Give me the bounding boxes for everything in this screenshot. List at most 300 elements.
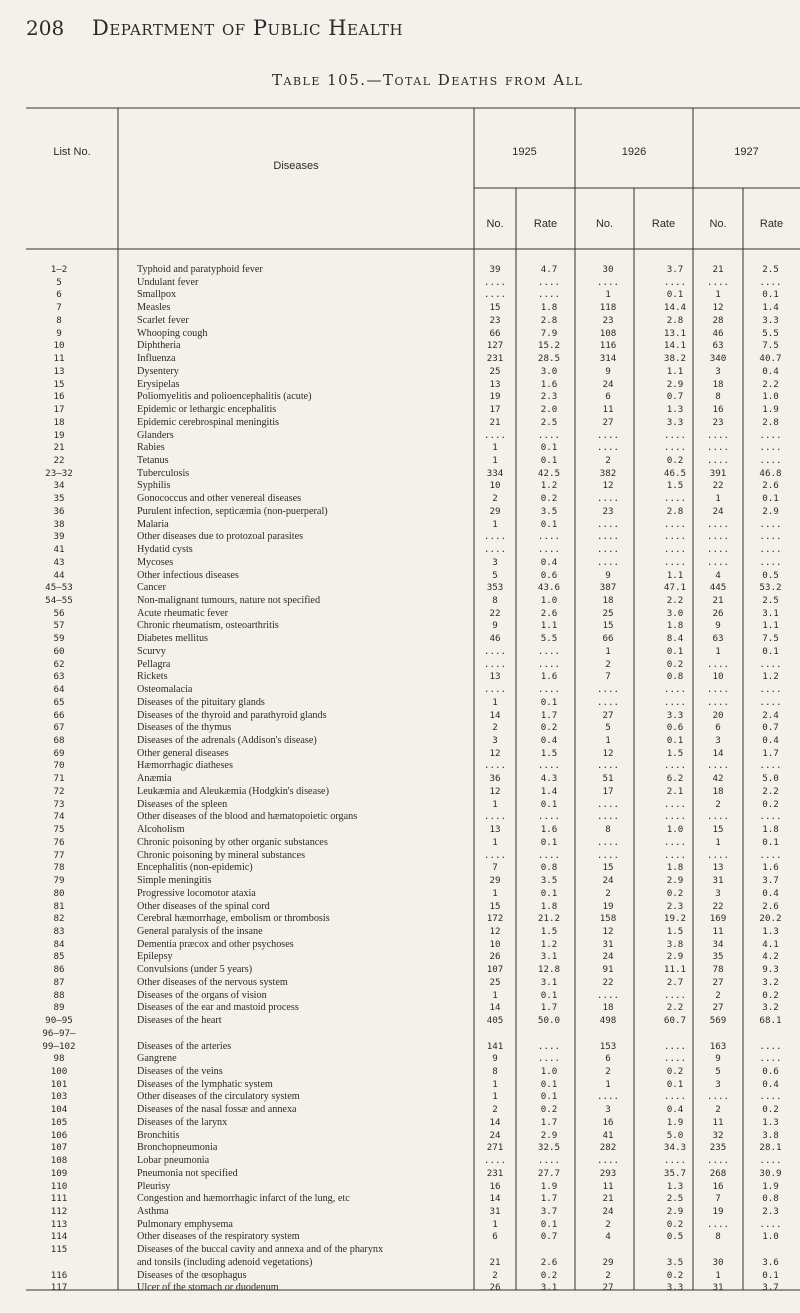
- list-number: 99–102: [42, 1040, 76, 1052]
- rate-1925: 1.7: [540, 1116, 558, 1128]
- rate-1926: ....: [663, 684, 687, 696]
- rate-1927: 1.0: [762, 391, 779, 403]
- header-no-1926: No.: [595, 218, 614, 230]
- rate-1927: 3.7: [762, 1282, 779, 1294]
- deaths-1925: 5: [492, 569, 498, 581]
- header-list-no: List No.: [53, 146, 91, 158]
- list-number: 83: [53, 925, 65, 937]
- list-number: 112: [50, 1206, 68, 1218]
- deaths-1925: ....: [483, 1155, 507, 1167]
- disease-name: Hæmorrhagic diatheses: [137, 760, 233, 772]
- deaths-1927: 34: [712, 938, 724, 950]
- deaths-1925: 1: [492, 887, 498, 899]
- rate-1925: ....: [537, 849, 561, 861]
- deaths-1926: 6: [605, 1053, 611, 1065]
- deaths-1926: ....: [596, 989, 620, 1001]
- list-number: 85: [53, 951, 65, 963]
- deaths-1925: 1: [492, 518, 498, 530]
- rate-1926: 2.8: [666, 314, 684, 326]
- rate-1925: 0.1: [540, 454, 558, 466]
- rate-1925: 3.1: [540, 1282, 558, 1294]
- list-number: 18: [53, 416, 65, 428]
- deaths-1927: 163: [709, 1040, 727, 1052]
- list-number: 117: [50, 1282, 68, 1294]
- rate-1927: 7.5: [762, 633, 779, 645]
- disease-name: Hydatid cysts: [137, 544, 193, 556]
- rate-1926: ....: [663, 493, 687, 505]
- deaths-1926: ....: [596, 1091, 620, 1103]
- list-number: 22: [53, 454, 65, 466]
- deaths-1925: 2: [492, 493, 498, 505]
- deaths-1926: ....: [596, 544, 620, 556]
- deaths-1926: 21: [602, 1193, 614, 1205]
- rate-1925: ....: [537, 429, 561, 441]
- rate-1927: 46.8: [759, 467, 782, 479]
- deaths-1925: 271: [486, 1142, 504, 1154]
- deaths-1926: 8: [605, 824, 611, 836]
- list-number: 98: [53, 1053, 65, 1065]
- deaths-1926: 2: [605, 1269, 611, 1281]
- list-number: 84: [53, 938, 65, 950]
- deaths-1927: ....: [706, 658, 730, 670]
- list-number: 11: [53, 353, 65, 365]
- rate-1927: 1.9: [762, 1180, 779, 1192]
- deaths-1925: 1: [492, 836, 498, 848]
- rate-1925: 50.0: [537, 1015, 561, 1027]
- deaths-1926: 23: [602, 314, 614, 326]
- rate-1925: 2.9: [540, 1129, 558, 1141]
- list-number: 116: [50, 1269, 68, 1281]
- rate-1926: 0.1: [666, 289, 684, 301]
- rate-1926: 2.1: [666, 785, 684, 797]
- rate-1926: 0.7: [666, 391, 684, 403]
- rate-1925: 0.6: [540, 569, 558, 581]
- rate-1925: 7.9: [540, 327, 558, 339]
- disease-name: Typhoid and paratyphoid fever: [137, 264, 263, 275]
- header-year-1925: 1925: [512, 146, 537, 158]
- deaths-1925: 14: [489, 1116, 501, 1128]
- list-number: 88: [53, 989, 65, 1001]
- rate-1926: 0.2: [666, 1065, 684, 1077]
- rate-1926: 1.3: [666, 1180, 684, 1192]
- rate-1926: 6.2: [666, 773, 684, 785]
- rate-1925: ....: [537, 1053, 561, 1065]
- disease-name: Mycoses: [137, 556, 174, 568]
- rate-1925: 21.2: [537, 913, 561, 925]
- list-number: 15: [53, 378, 65, 390]
- deaths-1925: 13: [489, 671, 501, 683]
- list-number: 79: [53, 875, 65, 887]
- disease-name: Syphilis: [137, 480, 171, 492]
- disease-name: Other diseases of the respiratory system: [137, 1231, 300, 1243]
- deaths-1927: 8: [715, 1231, 721, 1243]
- rate-1925: 2.6: [540, 1256, 558, 1268]
- rate-1926: 2.9: [666, 1206, 684, 1218]
- list-number: 57: [53, 620, 65, 632]
- deaths-1925: 9: [492, 1053, 498, 1065]
- deaths-1926: 2: [605, 658, 611, 670]
- disease-name: Poliomyelitis and polioencephalitis (acute): [137, 391, 312, 403]
- rate-1927: 5.5: [762, 327, 779, 339]
- rate-1926: 35.7: [663, 1167, 687, 1179]
- rate-1925: 3.5: [540, 505, 558, 517]
- rate-1927: 0.1: [762, 1269, 779, 1281]
- list-number: 108: [50, 1155, 68, 1167]
- rate-1925: 15.2: [537, 340, 561, 352]
- rate-1927: 0.4: [762, 1078, 779, 1090]
- list-number: 44: [53, 569, 65, 581]
- list-number: 19: [53, 429, 65, 441]
- deaths-1926: 2: [605, 1065, 611, 1077]
- rate-1926: ....: [663, 429, 687, 441]
- rate-1926: 19.2: [663, 913, 687, 925]
- header-rate-1926: Rate: [651, 218, 676, 230]
- disease-name: Cerebral hæmorrhage, embolism or thrombosis: [137, 913, 330, 925]
- rate-1926: ....: [663, 1091, 687, 1103]
- deaths-1927: 235: [709, 1142, 727, 1154]
- disease-name: Epidemic or lethargic encephalitis: [137, 404, 277, 416]
- disease-name: Diphtheria: [137, 340, 181, 352]
- rate-1925: 1.5: [540, 747, 558, 759]
- disease-name: Convulsions (under 5 years): [137, 964, 253, 976]
- rate-1926: 0.8: [666, 671, 684, 683]
- deaths-1926: 314: [599, 353, 617, 365]
- deaths-1927: ....: [706, 696, 730, 708]
- disease-name: Encephalitis (non-epidemic): [137, 862, 253, 874]
- rate-1925: 0.1: [540, 887, 558, 899]
- deaths-1927: 8: [715, 391, 721, 403]
- deaths-1926: 27: [602, 709, 614, 721]
- deaths-1926: 41: [602, 1129, 614, 1141]
- rate-1925: 1.4: [540, 785, 558, 797]
- rate-1925: 1.9: [540, 1180, 558, 1192]
- rate-1927: 28.1: [759, 1142, 782, 1154]
- list-number: 111: [50, 1193, 68, 1205]
- deaths-1925: 31: [489, 1206, 501, 1218]
- disease-name: Diseases of the adrenals (Addison's disease): [137, 735, 317, 746]
- rate-1925: 1.8: [540, 900, 558, 912]
- header-year-1927: 1927: [734, 146, 759, 158]
- disease-name: Chronic rheumatism, osteoarthritis: [137, 620, 279, 632]
- deaths-1926: ....: [596, 696, 620, 708]
- disease-name: Tuberculosis: [137, 467, 190, 479]
- deaths-1927: 27: [712, 976, 724, 988]
- deaths-1926: 4: [605, 1231, 611, 1243]
- rate-1925: 5.5: [540, 633, 558, 645]
- rate-1926: 1.5: [666, 925, 684, 937]
- deaths-1927: 11: [712, 1116, 724, 1128]
- disease-name: Diseases of the ear and mastoid process: [137, 1002, 299, 1014]
- disease-name: Cancer: [137, 582, 166, 594]
- rate-1926: 0.4: [666, 1104, 684, 1116]
- deaths-1925: 13: [489, 824, 501, 836]
- rate-1926: 1.1: [666, 365, 684, 377]
- rate-1926: 1.3: [666, 404, 684, 416]
- deaths-1925: 2: [492, 722, 498, 734]
- deaths-1926: 116: [599, 340, 617, 352]
- deaths-1926: 16: [602, 1116, 614, 1128]
- rate-1926: 0.2: [666, 887, 684, 899]
- deaths-1927: 19: [712, 1206, 724, 1218]
- rate-1925: ....: [537, 276, 561, 288]
- disease-name: Pellagra: [137, 658, 171, 670]
- deaths-1927: 28: [712, 314, 724, 326]
- rate-1926: 1.8: [666, 620, 684, 632]
- rate-1927: 7.5: [762, 340, 779, 352]
- rate-1926: ....: [663, 531, 687, 543]
- disease-name: Gangrene: [137, 1053, 177, 1065]
- rate-1925: 0.4: [540, 556, 558, 568]
- list-number: 54–55: [45, 594, 73, 606]
- deaths-1926: 24: [602, 378, 614, 390]
- list-number: 70: [53, 760, 65, 772]
- rate-1927: 0.1: [762, 645, 779, 657]
- rate-1925: 42.5: [537, 467, 561, 479]
- deaths-1926: 66: [602, 633, 614, 645]
- rate-1927: ....: [759, 1053, 782, 1065]
- rate-1925: 0.1: [540, 1091, 558, 1103]
- deaths-1927: 3: [715, 735, 721, 746]
- deaths-1926: 18: [602, 1002, 614, 1014]
- deaths-1925: 17: [489, 404, 501, 416]
- rate-1926: 2.2: [666, 1002, 684, 1014]
- rate-1925: ....: [537, 1040, 561, 1052]
- disease-name: Whooping cough: [137, 327, 208, 339]
- rate-1927: 9.3: [762, 964, 779, 976]
- rate-1927: 2.6: [762, 480, 779, 492]
- deaths-1927: 31: [712, 1282, 724, 1294]
- deaths-1927: 1: [715, 289, 721, 301]
- deaths-1927: 9: [715, 1053, 721, 1065]
- deaths-1927: 21: [712, 264, 724, 275]
- header-no-1925: No.: [486, 218, 504, 230]
- list-number: 68: [53, 735, 65, 746]
- rate-1925: 1.7: [540, 1002, 558, 1014]
- deaths-1925: 1: [492, 1218, 498, 1230]
- deaths-1926: 24: [602, 951, 614, 963]
- rate-1927: 1.0: [762, 1231, 779, 1243]
- list-number: 75: [53, 824, 65, 836]
- disease-name: Dysentery: [137, 365, 179, 377]
- rate-1927: ....: [759, 811, 782, 823]
- rate-1926: 8.4: [666, 633, 684, 645]
- rate-1925: 0.1: [540, 1218, 558, 1230]
- rate-1926: 34.3: [663, 1142, 687, 1154]
- header-diseases: Diseases: [273, 160, 319, 172]
- deaths-1925: ....: [483, 811, 507, 823]
- deaths-1927: 268: [709, 1167, 727, 1179]
- deaths-1925: 3: [492, 735, 498, 746]
- list-number: 80: [53, 887, 65, 899]
- deaths-1926: 2: [605, 887, 611, 899]
- page-number: 208: [26, 16, 65, 40]
- disease-name: Asthma: [137, 1206, 169, 1218]
- list-number: 5: [56, 276, 62, 288]
- disease-name: Purulent infection, septicæmia (non-puerperal): [137, 505, 328, 517]
- rate-1926: ....: [663, 696, 687, 708]
- deaths-1925: 8: [492, 594, 498, 606]
- running-head: Department of Public Health: [92, 16, 404, 40]
- deaths-1926: 118: [599, 302, 617, 314]
- disease-name: Osteomalacia: [137, 684, 193, 696]
- deaths-1927: 16: [712, 1180, 724, 1192]
- rate-1926: ....: [663, 544, 687, 556]
- rate-1927: 0.1: [762, 493, 779, 505]
- deaths-1926: 11: [602, 404, 614, 416]
- deaths-1926: 1: [605, 645, 611, 657]
- deaths-1926: ....: [596, 556, 620, 568]
- rate-1927: 2.4: [762, 709, 779, 721]
- deaths-1927: ....: [706, 544, 730, 556]
- rate-1925: 2.5: [540, 416, 558, 428]
- disease-name: Ulcer of the stomach or duodenum: [137, 1282, 279, 1294]
- rate-1925: 1.1: [540, 620, 558, 632]
- deaths-1927: ....: [706, 1155, 730, 1167]
- deaths-1927: 569: [709, 1015, 727, 1027]
- rate-1927: 1.3: [762, 1116, 779, 1128]
- deaths-1927: 3: [715, 887, 721, 899]
- disease-name: Epilepsy: [137, 951, 173, 963]
- deaths-1925: 29: [489, 505, 501, 517]
- deaths-1927: ....: [706, 849, 730, 861]
- deaths-1926: 27: [602, 1282, 614, 1294]
- disease-name: Tetanus: [137, 454, 169, 466]
- rate-1925: 12.8: [537, 964, 561, 976]
- rate-1927: 3.3: [762, 314, 779, 326]
- deaths-1926: 27: [602, 416, 614, 428]
- deaths-1925: 9: [492, 620, 498, 632]
- rate-1927: ....: [759, 276, 782, 288]
- list-number: 100: [50, 1065, 68, 1077]
- deaths-1927: 9: [715, 620, 721, 632]
- list-number: 106: [50, 1129, 68, 1141]
- disease-name: Scurvy: [137, 645, 166, 657]
- deaths-1926: 12: [602, 925, 614, 937]
- deaths-1927: 78: [712, 964, 724, 976]
- deaths-1925: 2: [492, 1269, 498, 1281]
- rate-1925: 1.0: [540, 1065, 558, 1077]
- deaths-1925: 26: [489, 1282, 501, 1294]
- deaths-1927: ....: [706, 429, 730, 441]
- deaths-1927: 1: [715, 836, 721, 848]
- rate-1926: ....: [663, 1040, 687, 1052]
- deaths-1925: 107: [486, 964, 504, 976]
- deaths-1926: ....: [596, 1155, 620, 1167]
- list-number: 74: [53, 811, 65, 823]
- disease-name: Diseases of the veins: [137, 1065, 223, 1077]
- rate-1925: ....: [537, 531, 561, 543]
- rate-1926: 47.1: [663, 582, 687, 594]
- rate-1925: 1.0: [540, 594, 558, 606]
- rate-1927: 2.2: [762, 785, 779, 797]
- deaths-1927: 3: [715, 1078, 721, 1090]
- deaths-1925: 2: [492, 1104, 498, 1116]
- deaths-1927: 2: [715, 798, 721, 810]
- list-number: 76: [53, 836, 65, 848]
- disease-name: Rickets: [137, 671, 168, 683]
- disease-name: Progressive locomotor ataxia: [137, 887, 256, 899]
- deaths-1926: ....: [596, 811, 620, 823]
- rate-1927: ....: [759, 1040, 782, 1052]
- disease-name: Diseases of the thyroid and parathyroid glands: [137, 709, 327, 721]
- deaths-1925: 36: [489, 773, 501, 785]
- rate-1926: 2.7: [666, 976, 684, 988]
- rate-1926: ....: [663, 849, 687, 861]
- rate-1926: 11.1: [663, 964, 687, 976]
- disease-name: Non-malignant tumours, nature not specified: [137, 594, 321, 606]
- disease-name: Other diseases due to protozoal parasites: [137, 531, 304, 543]
- deaths-1925: 405: [486, 1015, 504, 1027]
- rate-1927: ....: [759, 760, 782, 772]
- deaths-1926: ....: [596, 798, 620, 810]
- deaths-1926: 12: [602, 747, 614, 759]
- list-number: 115: [50, 1244, 68, 1256]
- deaths-1926: 9: [605, 569, 611, 581]
- list-number: 23–32: [45, 467, 73, 479]
- deaths-1926: ....: [596, 684, 620, 696]
- list-number: 73: [53, 798, 65, 810]
- disease-name: Malaria: [137, 518, 169, 530]
- list-number: 65: [53, 696, 65, 708]
- rate-1925: 3.1: [540, 976, 558, 988]
- rate-1926: 2.5: [666, 1193, 684, 1205]
- deaths-1926: ....: [596, 518, 620, 530]
- list-number: 60: [53, 645, 65, 657]
- deaths-1927: ....: [706, 518, 730, 530]
- disease-name: Other infectious diseases: [137, 569, 239, 581]
- list-number: 62: [53, 658, 65, 670]
- rate-1927: 1.8: [762, 824, 779, 836]
- deaths-1927: 2: [715, 1104, 721, 1116]
- disease-name: Simple meningitis: [137, 875, 212, 887]
- deaths-1927: ....: [706, 684, 730, 696]
- deaths-1925: 231: [486, 353, 504, 365]
- deaths-1927: 31: [712, 875, 724, 887]
- rate-1926: ....: [663, 760, 687, 772]
- list-number: 107: [50, 1142, 68, 1154]
- disease-name: Diseases of the œsophagus: [137, 1269, 247, 1281]
- rate-1925: 1.6: [540, 378, 558, 390]
- deaths-1927: 23: [712, 416, 724, 428]
- deaths-1927: 22: [712, 480, 724, 492]
- rate-1926: 3.8: [666, 938, 684, 950]
- deaths-1926: 12: [602, 480, 614, 492]
- list-number: 114: [50, 1231, 68, 1243]
- deaths-1927: ....: [706, 442, 730, 454]
- rate-1925: 0.1: [540, 1078, 558, 1090]
- rate-1927: 2.9: [762, 505, 779, 517]
- list-number: 8: [56, 314, 62, 326]
- rate-1926: 0.1: [666, 1078, 684, 1090]
- list-number: 59: [53, 633, 65, 645]
- deaths-1926: 25: [602, 607, 614, 619]
- rate-1925: 1.6: [540, 671, 558, 683]
- deaths-1925: 15: [489, 900, 501, 912]
- rate-1927: 0.6: [762, 1065, 779, 1077]
- list-number: 63: [53, 671, 65, 683]
- deaths-1927: 14: [712, 747, 724, 759]
- deaths-1925: 8: [492, 1065, 498, 1077]
- rate-1927: 20.2: [759, 913, 782, 925]
- list-number: 89: [53, 1002, 65, 1014]
- deaths-1927: 2: [715, 989, 721, 1001]
- deaths-1927: 32: [712, 1129, 724, 1141]
- deaths-1927: 7: [715, 1193, 721, 1205]
- rate-1926: ....: [663, 1053, 687, 1065]
- rate-1927: ....: [759, 1155, 782, 1167]
- rate-1927: 1.1: [762, 620, 779, 632]
- list-number: 35: [53, 493, 65, 505]
